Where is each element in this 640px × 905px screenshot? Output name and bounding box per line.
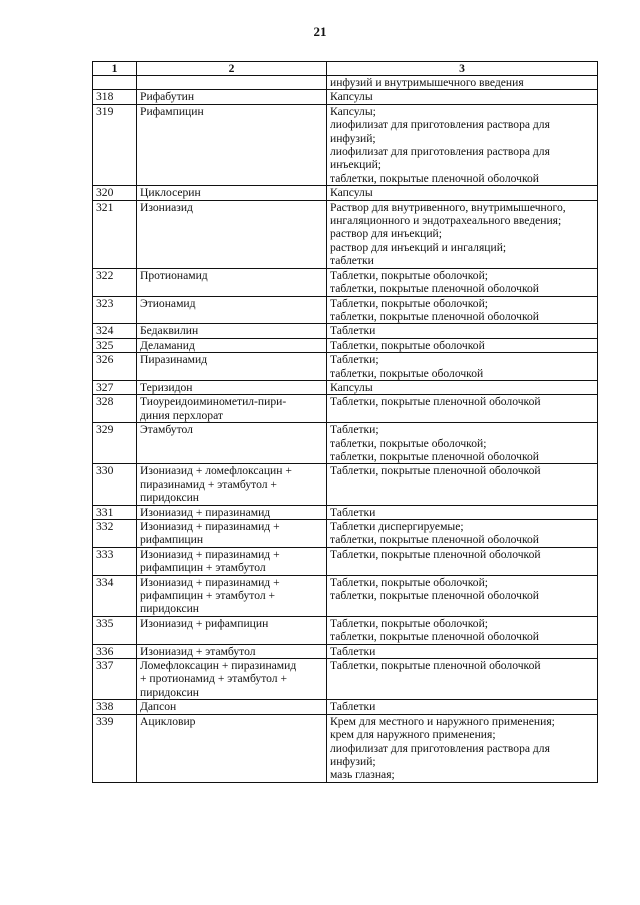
table-row xyxy=(93,547,598,575)
table-row xyxy=(93,700,598,714)
drug-name-cell xyxy=(137,464,327,505)
row-number-cell: 332 xyxy=(93,520,137,548)
drug-name-cell xyxy=(137,296,327,324)
dosage-forms-cell xyxy=(327,520,598,548)
row-number-cell: 329 xyxy=(93,423,137,464)
row-number-cell: 323 xyxy=(93,296,137,324)
row-number-cell: 338 xyxy=(93,700,137,714)
dosage-form-line: лиофилизат для приготовления раствора для xyxy=(330,145,550,159)
dosage-form-line: крем для наружного применения; xyxy=(330,728,496,742)
drug-name-line: пиразинамид + этамбутол + xyxy=(140,477,277,491)
table-row xyxy=(93,104,598,185)
dosage-forms-cell xyxy=(327,464,598,505)
dosage-form-line: Раствор для внутривенного, внутримышечного, xyxy=(330,200,566,214)
table-row xyxy=(93,423,598,464)
drug-name-line: Изониазид + этамбутол xyxy=(140,644,256,658)
medication-table xyxy=(92,61,598,783)
dosage-form-line: Таблетки; xyxy=(330,353,379,367)
drug-name-cell xyxy=(137,338,327,352)
drug-name-line: Изониазид + пиразинамид + xyxy=(140,575,280,589)
drug-name-line: Изониазид xyxy=(140,200,193,214)
dosage-form-line: инъекций; xyxy=(330,158,382,172)
dosage-form-line: лиофилизат для приготовления раствора для xyxy=(330,741,550,755)
dosage-forms-cell xyxy=(327,644,598,658)
dosage-forms-cell xyxy=(327,505,598,519)
dosage-form-line: таблетки, покрытые оболочкой xyxy=(330,366,484,380)
table-row xyxy=(93,200,598,268)
dosage-forms-cell xyxy=(327,353,598,381)
row-number-cell: 327 xyxy=(93,380,137,394)
dosage-forms-cell xyxy=(327,268,598,296)
row-number-cell: 335 xyxy=(93,616,137,644)
row-number-cell: 339 xyxy=(93,714,137,782)
dosage-form-line: таблетки, покрытые пленочной оболочкой xyxy=(330,309,539,323)
dosage-forms-cell xyxy=(327,380,598,394)
drug-name-line: Бедаквилин xyxy=(140,324,199,338)
dosage-form-line: Таблетки, покрытые пленочной оболочкой xyxy=(330,395,541,409)
column-header-number: 1 xyxy=(93,62,137,76)
dosage-form-line: Крем для местного и наружного применения; xyxy=(330,714,555,728)
dosage-form-line: Таблетки xyxy=(330,324,376,338)
drug-name-line: Изониазид + пиразинамид + xyxy=(140,547,280,561)
dosage-form-line: раствор для инъекций; xyxy=(330,227,442,241)
row-number-cell: 334 xyxy=(93,575,137,616)
row-number-cell: 319 xyxy=(93,104,137,185)
drug-name-line: Изониазид + ломефлоксацин + xyxy=(140,464,292,478)
row-number-cell: 318 xyxy=(93,90,137,104)
drug-name-line: Пиразинамид xyxy=(140,353,208,367)
dosage-forms-cell xyxy=(327,200,598,268)
dosage-form-line: Таблетки, покрытые оболочкой; xyxy=(330,616,489,630)
row-number-cell xyxy=(93,76,137,90)
table-row xyxy=(93,395,598,423)
dosage-forms-cell xyxy=(327,547,598,575)
drug-name-cell xyxy=(137,616,327,644)
dosage-forms-cell xyxy=(327,338,598,352)
table-row xyxy=(93,644,598,658)
dosage-form-line: таблетки, покрытые пленочной оболочкой xyxy=(330,630,539,644)
drug-name-line: + протионамид + этамбутол + xyxy=(140,672,287,686)
row-number-cell: 324 xyxy=(93,324,137,338)
drug-name-line: Дапсон xyxy=(140,700,177,714)
drug-name-cell xyxy=(137,659,327,700)
row-number-cell: 325 xyxy=(93,338,137,352)
drug-name-line: пиридоксин xyxy=(140,491,200,505)
dosage-form-line: Капсулы xyxy=(330,186,373,200)
drug-name-cell xyxy=(137,104,327,185)
drug-name-line: Деламанид xyxy=(140,338,195,352)
drug-name-line: рифампицин + этамбутол + xyxy=(140,589,276,603)
drug-name-line: Рифабутин xyxy=(140,90,195,104)
row-number-cell: 322 xyxy=(93,268,137,296)
table-body xyxy=(93,76,598,783)
drug-name-line: Рифампицин xyxy=(140,104,204,118)
row-number-cell: 337 xyxy=(93,659,137,700)
drug-name-cell xyxy=(137,353,327,381)
dosage-form-line: Капсулы xyxy=(330,90,373,104)
row-number-cell: 331 xyxy=(93,505,137,519)
table-row xyxy=(93,575,598,616)
row-number-cell: 320 xyxy=(93,186,137,200)
drug-name-line: Тиоуреидоиминометил-пири- xyxy=(140,395,287,409)
table-header-row xyxy=(93,62,598,76)
row-number-cell: 330 xyxy=(93,464,137,505)
drug-name-line: Этионамид xyxy=(140,296,196,310)
drug-name-cell xyxy=(137,423,327,464)
drug-name-cell xyxy=(137,268,327,296)
dosage-form-line: Таблетки xyxy=(330,700,376,714)
dosage-form-line: Таблетки, покрытые оболочкой; xyxy=(330,575,489,589)
dosage-forms-cell xyxy=(327,395,598,423)
table-row xyxy=(93,380,598,394)
row-number-cell: 328 xyxy=(93,395,137,423)
row-number-cell: 333 xyxy=(93,547,137,575)
row-number-cell: 336 xyxy=(93,644,137,658)
dosage-forms-cell xyxy=(327,76,598,90)
dosage-form-line: Таблетки xyxy=(330,644,376,658)
drug-name-line: Изониазид + рифампицин xyxy=(140,616,269,630)
table-row xyxy=(93,520,598,548)
drug-name-line: Изониазид + пиразинамид xyxy=(140,505,271,519)
dosage-form-line: Капсулы xyxy=(330,380,373,394)
dosage-form-line: таблетки, покрытые оболочкой; xyxy=(330,436,487,450)
drug-name-cell xyxy=(137,700,327,714)
dosage-form-line: таблетки, покрытые пленочной оболочкой xyxy=(330,282,539,296)
drug-name-cell xyxy=(137,395,327,423)
table-row xyxy=(93,296,598,324)
dosage-forms-cell xyxy=(327,423,598,464)
table-row xyxy=(93,714,598,782)
table-row xyxy=(93,324,598,338)
dosage-form-line: Таблетки xyxy=(330,505,376,519)
drug-name-cell xyxy=(137,575,327,616)
dosage-form-line: ингаляционного и эндотрахеального введения; xyxy=(330,214,562,228)
drug-name-line: рифампицин xyxy=(140,533,204,547)
dosage-forms-cell xyxy=(327,714,598,782)
dosage-form-line: Таблетки, покрытые пленочной оболочкой xyxy=(330,659,541,673)
dosage-form-line: инфузий; xyxy=(330,131,376,145)
drug-name-cell xyxy=(137,505,327,519)
dosage-form-line: инфузий; xyxy=(330,754,376,768)
drug-name-cell xyxy=(137,714,327,782)
drug-name-line: Протионамид xyxy=(140,268,208,282)
dosage-forms-cell xyxy=(327,90,598,104)
drug-name-cell xyxy=(137,90,327,104)
table-row xyxy=(93,338,598,352)
drug-name-line: Ломефлоксацин + пиразинамид xyxy=(140,659,297,673)
row-number-cell: 321 xyxy=(93,200,137,268)
row-number-cell: 326 xyxy=(93,353,137,381)
dosage-form-line: Таблетки, покрытые оболочкой xyxy=(330,338,485,352)
dosage-form-line: Таблетки, покрытые оболочкой; xyxy=(330,296,489,310)
dosage-forms-cell xyxy=(327,296,598,324)
dosage-form-line: таблетки xyxy=(330,254,374,268)
drug-name-line: диния перхлорат xyxy=(140,408,223,422)
table-row xyxy=(93,186,598,200)
drug-name-line: Ацикловир xyxy=(140,714,196,728)
dosage-form-line: Капсулы; xyxy=(330,104,376,118)
drug-name-line: Этамбутол xyxy=(140,423,193,437)
drug-name-line: Теризидон xyxy=(140,380,193,394)
dosage-form-line: таблетки, покрытые пленочной оболочкой xyxy=(330,449,539,463)
dosage-forms-cell xyxy=(327,324,598,338)
table-row xyxy=(93,616,598,644)
table-row xyxy=(93,464,598,505)
column-header-name: 2 xyxy=(137,62,327,76)
dosage-form-line: Таблетки диспергируемые; xyxy=(330,520,464,533)
dosage-forms-cell xyxy=(327,186,598,200)
dosage-form-line: таблетки, покрытые пленочной оболочкой xyxy=(330,171,539,185)
dosage-form-line: Таблетки, покрытые оболочкой; xyxy=(330,268,489,282)
dosage-form-line: Таблетки, покрытые пленочной оболочкой xyxy=(330,464,541,478)
drug-name-cell xyxy=(137,200,327,268)
table-row xyxy=(93,268,598,296)
dosage-form-line: мазь глазная; xyxy=(330,768,395,782)
dosage-form-line: таблетки, покрытые пленочной оболочкой xyxy=(330,589,539,603)
table-row xyxy=(93,76,598,90)
dosage-form-line: инфузий и внутримышечного введения xyxy=(330,76,524,89)
dosage-form-line: Таблетки; xyxy=(330,423,379,437)
drug-name-line: пиридоксин xyxy=(140,602,200,616)
dosage-form-line: раствор для инъекций и ингаляций; xyxy=(330,240,507,254)
dosage-form-line: таблетки, покрытые пленочной оболочкой xyxy=(330,533,539,547)
table-row xyxy=(93,505,598,519)
dosage-forms-cell xyxy=(327,616,598,644)
drug-name-cell xyxy=(137,380,327,394)
drug-name-line: Изониазид + пиразинамид + xyxy=(140,520,280,533)
drug-name-cell xyxy=(137,644,327,658)
drug-name-cell xyxy=(137,520,327,548)
page-number: 21 xyxy=(313,24,327,39)
drug-name-cell xyxy=(137,547,327,575)
drug-name-line: рифампицин + этамбутол xyxy=(140,561,266,575)
dosage-forms-cell xyxy=(327,104,598,185)
dosage-forms-cell xyxy=(327,575,598,616)
drug-name-cell xyxy=(137,324,327,338)
drug-name-cell xyxy=(137,186,327,200)
drug-name-cell xyxy=(137,76,327,90)
drug-name-line: пиридоксин xyxy=(140,685,200,699)
table-row xyxy=(93,659,598,700)
dosage-forms-cell xyxy=(327,700,598,714)
dosage-forms-cell xyxy=(327,659,598,700)
dosage-form-line: Таблетки, покрытые пленочной оболочкой xyxy=(330,547,541,561)
column-header-forms: 3 xyxy=(327,62,598,76)
table-row xyxy=(93,90,598,104)
table-row xyxy=(93,353,598,381)
drug-name-line: Циклосерин xyxy=(140,186,201,200)
dosage-form-line: лиофилизат для приготовления раствора для xyxy=(330,118,550,132)
